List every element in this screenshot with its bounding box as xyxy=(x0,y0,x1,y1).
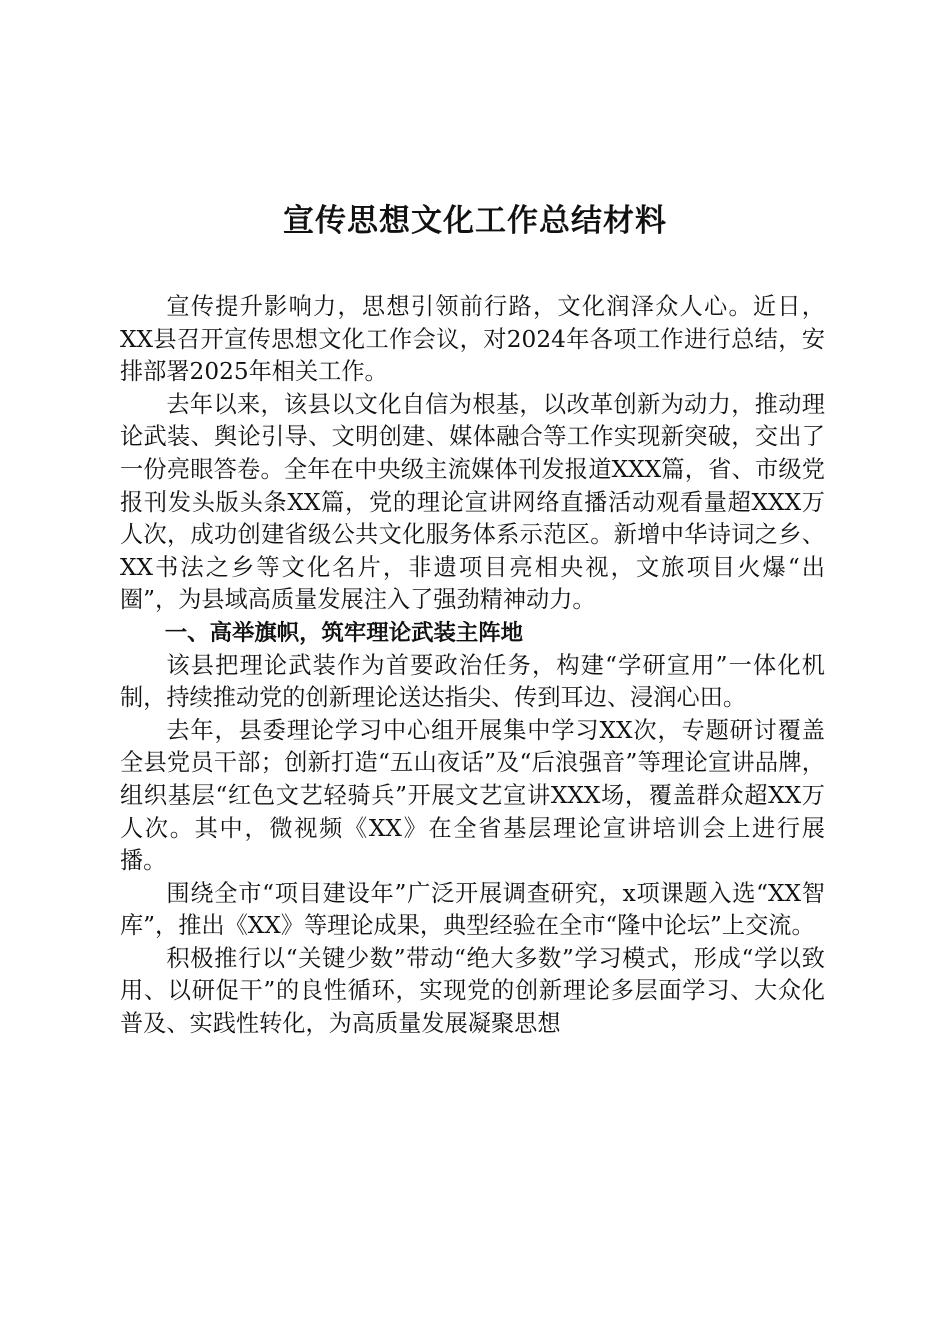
paragraph-research: 围绕全市“项目建设年”广泛开展调查研究，x项课题入选“XX智库”，推出《XX》等理论成果，典型经验在全市“隆中论坛”上交流。 xyxy=(120,879,825,940)
document-title: 宣传思想文化工作总结材料 xyxy=(283,203,667,239)
paragraph-learning-model: 积极推行以“关键少数”带动“绝大多数”学习模式，形成“学以致用、以研促干”的良性循环，实现党的创新理论多层面学习、大众化普及、实践性转化，为高质量发展凝聚思想 xyxy=(120,944,825,1038)
paragraph-summary: 去年以来，该县以文化自信为根基，以改革创新为动力，推动理论武装、舆论引导、文明创建、媒体融合等工作实现新突破，交出了一份亮眼答卷。全年在中央级主流媒体刊发报道XXX篇，省、市级党报刊发头版头条XX篇，党的理论宣讲网络直播活动观看量超XXX万人次，成功创建省级公共文化服务体系示范区。新增中华诗词之乡、XX书法之乡等文化名片，非遗项目亮相央视，文旅项目火爆“出圈”，为县域高质量发展注入了强劲精神动力。 xyxy=(120,390,825,614)
paragraph-theory-mechanism: 该县把理论武装作为首要政治任务，构建“学研宣用”一体化机制，持续推动党的创新理论送达指尖、传到耳边、浸润心田。 xyxy=(120,651,825,712)
paragraph-theory-activities: 去年，县委理论学习中心组开展集中学习XX次，专题研讨覆盖全县党员干部；创新打造“五山夜话”及“后浪强音”等理论宣讲品牌，组织基层“红色文艺轻骑兵”开展文艺宣讲XXX场，覆盖群众超XX万人次。其中，微视频《XX》在全省基层理论宣讲培训会上进行展播。 xyxy=(120,716,825,875)
paragraph-intro: 宣传提升影响力，思想引领前行路，文化润泽众人心。近日，XX县召开宣传思想文化工作会议，对2024年各项工作进行总结，安排部署2025年相关工作。 xyxy=(120,293,825,386)
document-body xyxy=(120,291,825,1041)
section-heading: 一、高举旗帜，筑牢理论武装主阵地 xyxy=(164,619,524,646)
